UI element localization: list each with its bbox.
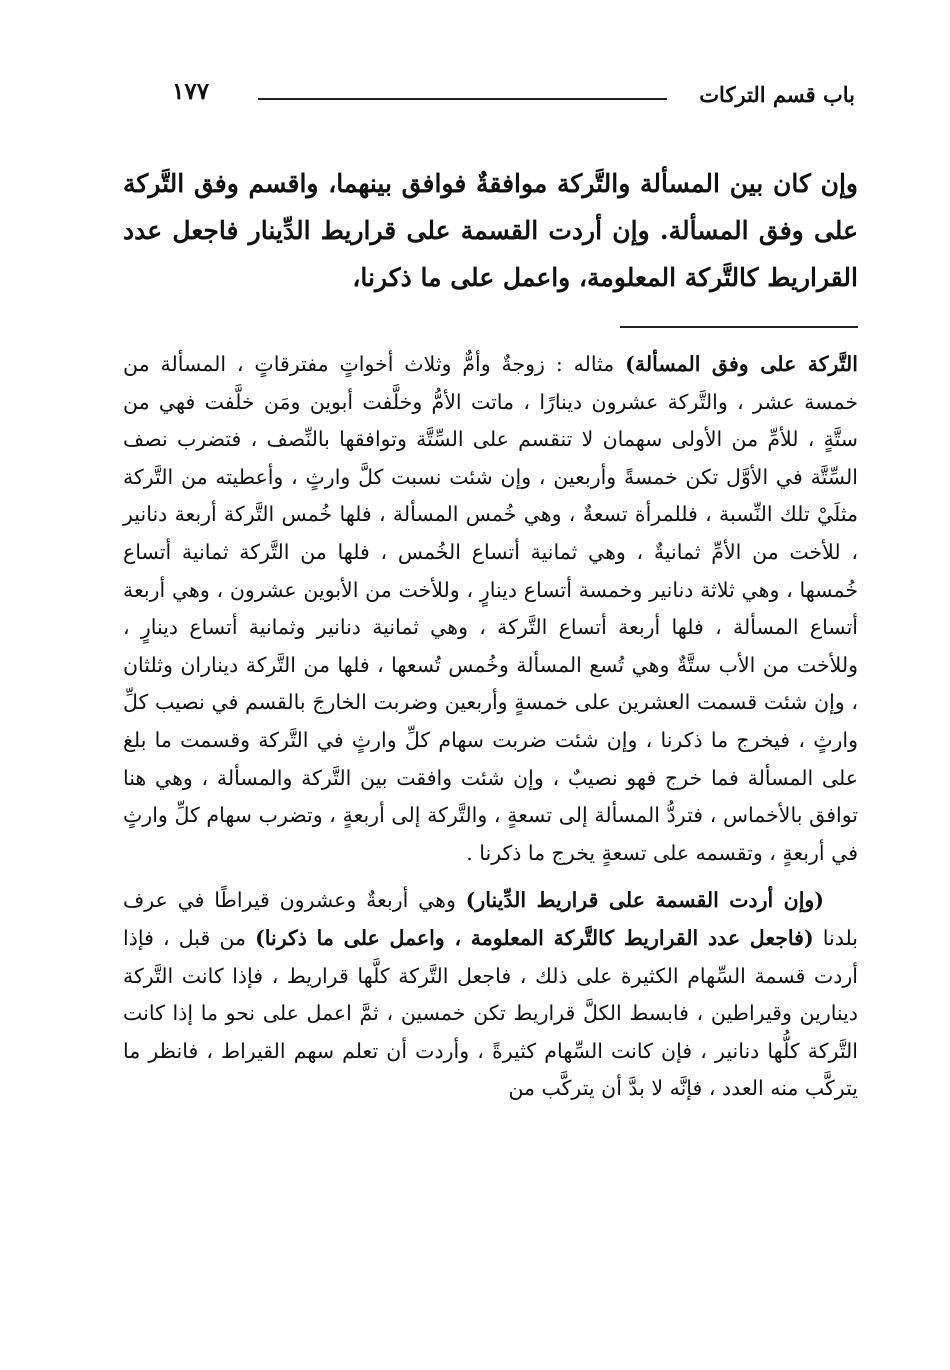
header-rule (258, 98, 667, 100)
commentary-paragraph-2 (123, 882, 858, 1108)
page-header (120, 78, 855, 118)
page-number: ١٧٧ (172, 78, 210, 105)
commentary (123, 346, 858, 1108)
commentary-text: وهي أربعةٌ وعشرون قيراطًا في عرف بلدنا (123, 888, 858, 950)
running-title: باب قسم التركات (699, 82, 855, 107)
main-text-paragraph: وإن كان بين المسألة والتَّركة موافقةٌ فوافق بينهما، واقسم وفق التَّركة على وفق المسألة. وإن أردت القسمة على قراريط الدِّينار فاجعل عدد القراريط كالتَّركة المعلومة، واعمل على ما ذكرنا، (123, 169, 858, 292)
commentary-lemma: (وإن أردت القسمة على قراريط الدِّينار) (465, 888, 825, 913)
commentary-lemma: (فاجعل عدد القراريط كالتَّركة المعلومة ، واعمل على ما ذكرنا) (255, 925, 814, 950)
footnote-separator (620, 326, 858, 328)
commentary-text: من قبل ، فإذا أردت قسمة السِّهام الكثيرة على ذلك ، فاجعل التَّركة كلَّها قراريط ، فإذا كانت التَّركة دينارين وقيراطين ، فابسط الكلَّ قراريط تكن خمسين ، ثمَّ اعمل على نحو ما إذا كانت التَّركة كلُّها دنانير ، فإن كانت السِّهام كثيرةً ، وأردت أن تعلم سهم القيراط ، فانظر ما يتركَّب منه العدد ، فإنَّه لا بدَّ أن يتركَّب من (123, 925, 858, 1101)
commentary-text: مثاله : زوجةٌ وأمٌّ وثلاث أخواتٍ مفترقاتٍ ، المسألة من خمسة عشر ، والتَّركة عشرون دينارًا ، ماتت الأمُّ وخلَّفت أبوين ومَن خلَّفت فهي من ستَّةٍ ، للأمِّ من الأولى سهمان لا تنقسم على السِّتَّة وتوافقها بالنِّصف ، فتضرب نصف السِّتَّة في الأوَّل تكن خمسةً وأربعين ، وإن شئت نسبت كلَّ وارثٍ ، وأعطيته من التَّركة مثلَيْ تلك النِّسبة ، فللمرأة تسعةٌ ، وهي خُمس المسألة ، فلها خُمس التَّركة أربعة دنانير ، للأخت من الأمِّ ثمانيةٌ ، وهي ثمانية أتساع الخُمس ، فلها من التَّركة ثمانية أتساع خُمسها ، وهي ثلاثة دنانير وخمسة أتساع دينارٍ ، وللأخت من الأبوين عشرون ، وهي أربعة أتساع المسألة ، فلها أربعة أتساع التَّركة ، وهي ثمانية دنانير وثمانية أتساع دينارٍ ، وللأخت من الأب ستَّةٌ وهي تُسع المسألة وخُمس تُسعها ، فلها من التَّركة ديناران وثلثان ، وإن شئت قسمت العشرين على خمسةٍ وأربعين وضربت الخارجَ بالقسم في نصيب كلِّ وارثٍ ، فيخرج ما ذكرنا ، وإن شئت ضربت سهام كلِّ وارثٍ في التَّركة وقسمت ما بلغ على المسألة فما خرج فهو نصيبٌ ، وإن شئت وافقت بين التَّركة والمسألة ، وهي هنا توافق بالأخماس ، فتردُّ المسألة إلى تسعةٍ ، والتَّركة إلى أربعةٍ ، وتضرب سهام كلِّ وارثٍ في أربعةٍ ، وتقسمه على تسعةٍ يخرج ما ذكرنا . (123, 352, 858, 865)
commentary-paragraph-1 (123, 346, 858, 872)
main-text (123, 160, 858, 301)
commentary-lemma: التَّركة على وفق المسألة) (625, 352, 858, 376)
